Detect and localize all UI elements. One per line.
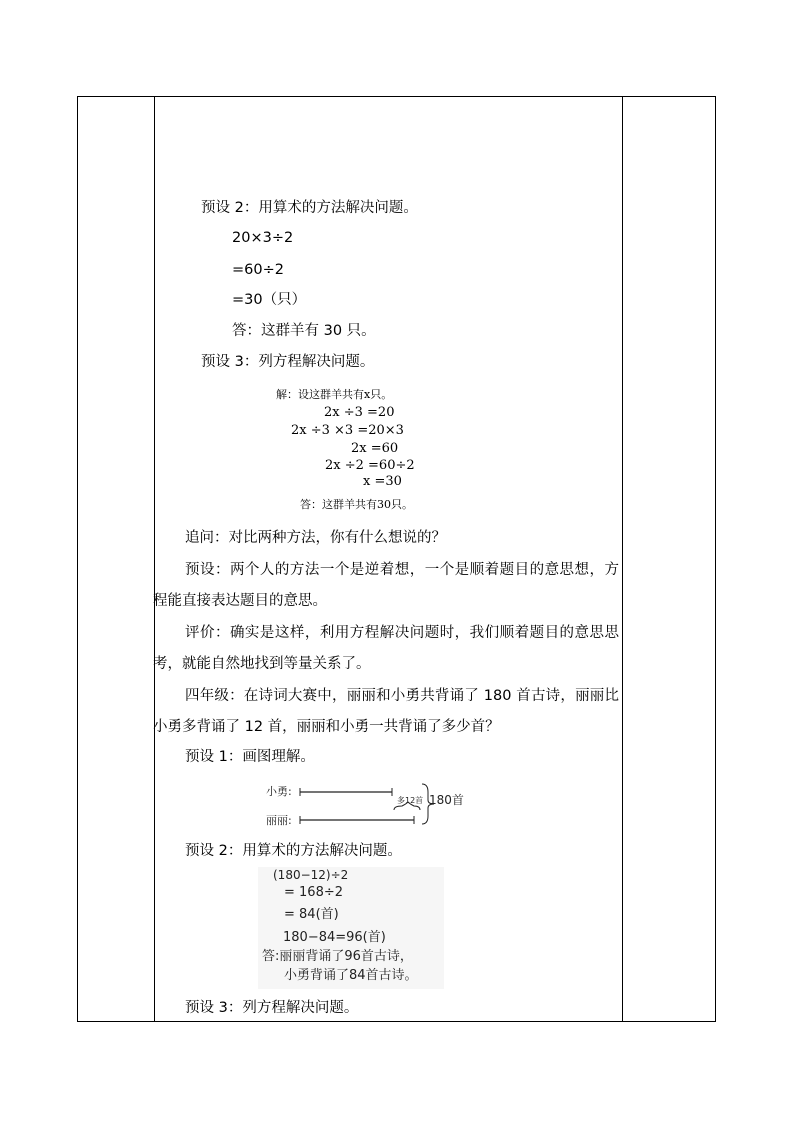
hand-calc-line-4: 180−84=96(首) [283, 930, 386, 945]
followup-question: 追问：对比两种方法，你有什么想说的？ [185, 530, 446, 546]
hand-calc-line-1: (180−12)÷2 [273, 868, 349, 882]
grade4-problem: 四年级：在诗词大赛中，丽丽和小勇共背诵了 180 首古诗，丽丽比小勇多背诵了 12 首，丽丽和小勇一共背诵了多少首？ [153, 688, 619, 735]
diagram-total: 180首 [429, 793, 464, 807]
equation-intro: 解：设这群羊共有x只。 [276, 388, 393, 401]
arith-line-1: 20×3÷2 [232, 230, 294, 246]
equation-line-5: x =30 [363, 474, 402, 489]
arith-line-3: =30（只） [232, 292, 307, 308]
preset-reply: 预设：两个人的方法一个是逆着想，一个是顺着题目的意思想，方程能直接表达题目的意思。 [153, 562, 619, 609]
equation-line-1: 2x ÷3 =20 [324, 405, 395, 420]
diagram-label-top: 小勇: [266, 785, 292, 798]
hand-calc-line-6: 小勇背诵了84首古诗。 [284, 968, 418, 983]
evaluation: 评价：确实是这样，利用方程解决问题时，我们顺着题目的意思思考，就能自然地找到等量关系了。 [153, 625, 619, 672]
hand-calc-line-2: = 168÷2 [284, 885, 344, 900]
diagram-diff: 多12首 [397, 796, 424, 805]
column-divider-right [622, 97, 623, 1021]
equation-line-3: 2x =60 [351, 441, 399, 456]
hand-calc-line-3: = 84(首) [284, 907, 339, 922]
equation-answer: 答：这群羊共有30只。 [300, 498, 413, 511]
grade4-preset2: 预设 2：用算术的方法解决问题。 [185, 843, 402, 859]
equation-line-4: 2x ÷2 =60÷2 [325, 458, 415, 473]
equation-line-2: 2x ÷3 ×3 =20×3 [291, 423, 404, 438]
grade4-preset1: 预设 1：画图理解。 [185, 749, 315, 765]
preset3-title: 预设 3：列方程解决问题。 [201, 354, 375, 370]
diagram-label-bottom: 丽丽: [266, 814, 292, 827]
hand-calc-line-5: 答:丽丽背诵了96首古诗， [262, 949, 413, 964]
preset2-title: 预设 2：用算术的方法解决问题。 [201, 200, 418, 216]
arith-line-2: =60÷2 [232, 262, 284, 278]
arith-answer: 答：这群羊有 30 只。 [232, 323, 376, 339]
grade4-preset3: 预设 3：列方程解决问题。 [185, 1000, 359, 1016]
